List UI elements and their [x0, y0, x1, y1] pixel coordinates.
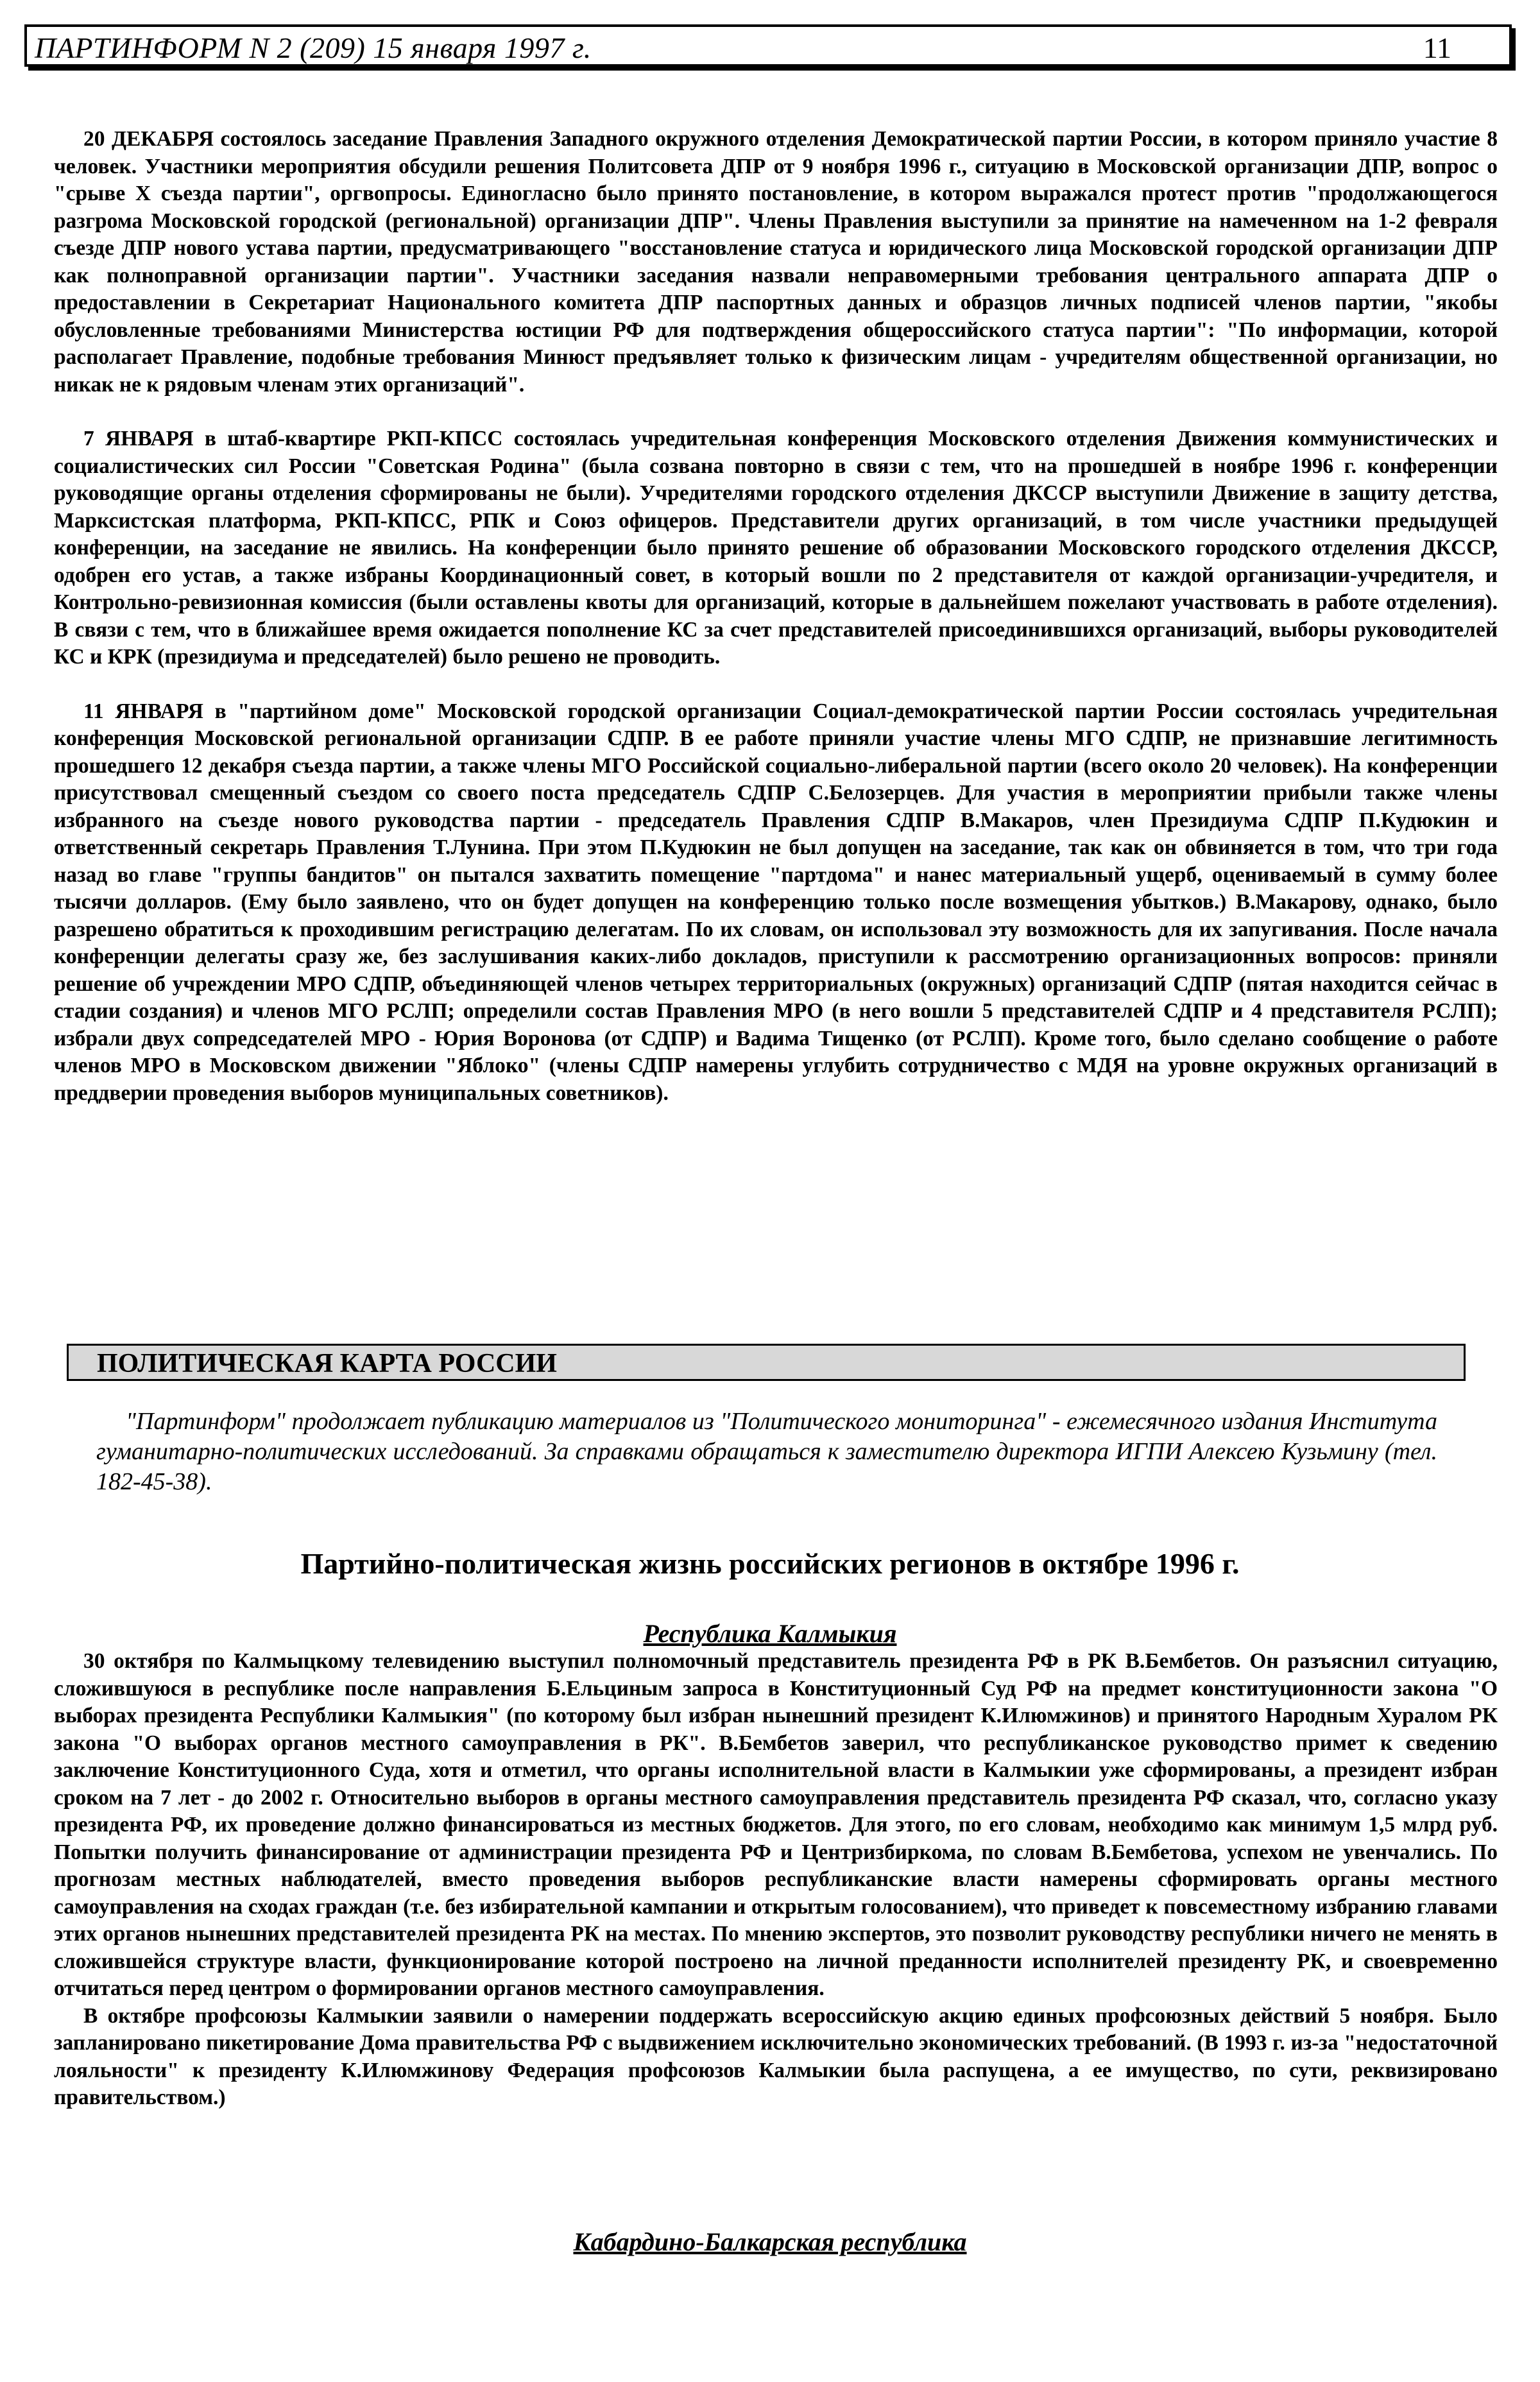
publication-title: ПАРТИНФОРМ N 2 (209) 15 января 1997 г.	[35, 31, 592, 64]
news-item: 11 ЯНВАРЯ в "партийном доме" Московской городской организации Социал-демократической партии России состоялась учредительная конференция Московской региональной организации СДПР. В ее работе приняли участие члены МГО СДПР, не признавшие легитимность прошедшего 12 декабря съезда партии, а также члены МГО Российской социально-либеральной партии (всего около 20 человек). На конференции присутствовал смещенный съездом со своего поста председатель СДПР С.Белозерцев. Для участия в мероприятии прибыли также члены избранного на съезде нового руководства партии - председатель Правления СДПР В.Макаров, член Президиума СДПР П.Кудюкин и ответственный секретарь Правления Т.Лунина. При этом П.Кудюкин не был допущен на заседание, так как он обвиняется в том, что три года назад во главе "группы бандитов" он пытался захватить помещение "партдома" и нанес материальный ущерб, оцениваемый в сумму более тысячи долларов. (Ему было заявлено, что он будет допущен на конференцию только после возмещения убытков.) В.Макарову, однако, было разрешено обратиться к проходившим регистрацию делегатам. По их словам, он использовал эту возможность для их запугивания. После начала конференции делегаты сразу же, без заслушивания каких-либо докладов, приступили к рассмотрению организационных вопросов: приняли решение об учреждении МРО СДПР, объединяющей членов четырех территориальных (окружных) организаций СДПР (пятая находится сейчас в стадии создания) и членов МГО РСЛП; определили состав Правления МРО (в него вошли 5 представителей СДПР и 4 представителя РСЛП); избрали двух сопредседателей МРО - Юрия Воронова (от СДПР) и Вадима Тищенко (от РСЛП). Кроме того, было сделано сообщение о работе членов МРО в Московском движении "Яблоко" (члены СДПР намерены углубить сотрудничество с МДЯ на уровне окружных организаций в преддверии проведения выборов муниципальных советников).	[54, 699, 1498, 1105]
section-heading-bar	[67, 1344, 1466, 1381]
region-body	[54, 1648, 1498, 2112]
section-intro: "Партинформ" продолжает публикацию материалов из "Политического мониторинга" - ежемесячного издания Института гуманитарно-политических исследований. За справками обращаться к заместителю директора ИГПИ Алексею Кузьмину (тел. 182-45-38).	[96, 1408, 1437, 1495]
section-title: ПОЛИТИЧЕСКАЯ КАРТА РОССИИ	[97, 1349, 557, 1378]
page-header	[24, 24, 1512, 67]
page-number: 11	[1423, 31, 1451, 64]
region-heading: Республика Калмыкия	[643, 1619, 897, 1648]
region-paragraph: В октябре профсоюзы Калмыкии заявили о намерении поддержать всероссийскую акцию единых профсоюзных действий 5 ноября. Было запланировано пикетирование Дома правительства РФ с выдвижением исключительно экономических требований. (В 1993 г. из-за "недостаточной лояльности" к президенту К.Илюмжинову Федерация профсоюзов Калмыкии была распущена, а ее имущество, по сути, реквизировано правительством.)	[54, 2003, 1498, 2109]
news-item: 20 ДЕКАБРЯ состоялось заседание Правления Западного окружного отделения Демократической партии России, в котором приняло участие 8 человек. Участники мероприятия обсудили решения Политсовета ДПР от 9 ноября 1996 г., ситуацию в Московской организации ДПР, вопрос о "срыве X съезда партии", оргвопросы. Единогласно было принято постановление, в котором выражался протест против "продолжающегося разгрома Московской городской (региональной) организации ДПР". Члены Правления выступили за принятие на намеченном на 1-2 февраля съезде ДПР нового устава партии, предусматривающего "восстановление статуса и юридического лица Московской городской организации ДПР как полноправной организации партии". Участники заседания назвали неправомерными требования центрального аппарата ДПР о предоставлении в Секретариат Национального комитета ДПР паспортных данных и образцов личных подписей членов партии, "якобы обусловленные требованиями Министерства юстиции РФ для подтверждения общероссийского статуса партии": "По информации, которой располагает Правление, подобные требования Минюст предъявляет только к физическим лицам - учредителям общественной организации, но никак не к рядовым членам этих организаций".	[54, 127, 1498, 397]
news-item: 7 ЯНВАРЯ в штаб-квартире РКП-КПСС состоялась учредительная конференция Московского отделения Движения коммунистических и социалистических сил России "Советская Родина" (была созвана повторно в связи с тем, что на прошедшей в ноябре 1996 г. конференции руководящие органы отделения сформированы не были). Учредителями городского отделения ДКССР выступили Движение в защиту детства, Марксистская платформа, РКП-КПСС, РПК и Союз офицеров. Представители других организаций, в том числе участники предыдущей конференции, на заседание не явились. На конференции было принято решение об образовании Московского городского отделения ДКССР, одобрен его устав, а также избраны Координационный совет, в который вошли по 2 представителя от каждой организации-учредителя, и Контрольно-ревизионная комиссия (были оставлены квоты для организаций, которые в дальнейшем пожелают участвовать в работе отделения). В связи с тем, что в ближайшее время ожидается пополнение КС за счет представителей присоединившихся организаций, выборы руководителей КС и КРК (президиума и председателей) было решено не проводить.	[54, 427, 1498, 669]
region-heading: Кабардино-Балкарская республика	[573, 2227, 967, 2256]
article-title: Партийно-политическая жизнь российских регионов в октябре 1996 г.	[300, 1547, 1240, 1580]
region-paragraph: 30 октября по Калмыцкому телевидению выступил полномочный представитель президента РФ в РК В.Бембетов. Он разъяснил ситуацию, сложившуюся в республике после направления Б.Ельциным запроса в Конституционный Суд РФ на предмет конституционности закона "О выборах президента Республики Калмыкия" (по которому был избран нынешний президент К.Илюмжинов) и принятого Народным Хуралом РК закона "О выборах органов местного самоуправления в РК". В.Бембетов заверил, что республиканское руководство примет к сведению заключение Конституционного Суда, хотя и отметил, что органы исполнительной власти в Калмыкии уже сформированы, а президент избран сроком на 7 лет - до 2002 г. Относительно выборов в органы местного самоуправления представитель президента РФ сказал, что, согласно указу президента РФ, их проведение должно финансироваться из местных бюджетов. Для этого, по его словам, необходимо как минимум 1,5 млрд руб. Попытки получить финансирование от администрации президента РФ и Центризбиркома, по словам В.Бембетова, успехом не увенчались. По прогнозам местных наблюдателей, вместо проведения выборов республиканские власти намерены сформировать органы местного самоуправления на сходах граждан (т.е. без избирательной кампании и открытым голосованием), что приведет к повсеместному избранию главами этих органов нынешних представителей президента РК на местах. По мнению экспертов, это позволит руководству республики ничего не менять в сложившейся структуре власти, функционирование которой построено на личной преданности исполнителей президенту РК, и своевременно отчитаться перед центром о формировании органов местного самоуправления.	[54, 1649, 1498, 2000]
news-column	[54, 126, 1498, 1107]
